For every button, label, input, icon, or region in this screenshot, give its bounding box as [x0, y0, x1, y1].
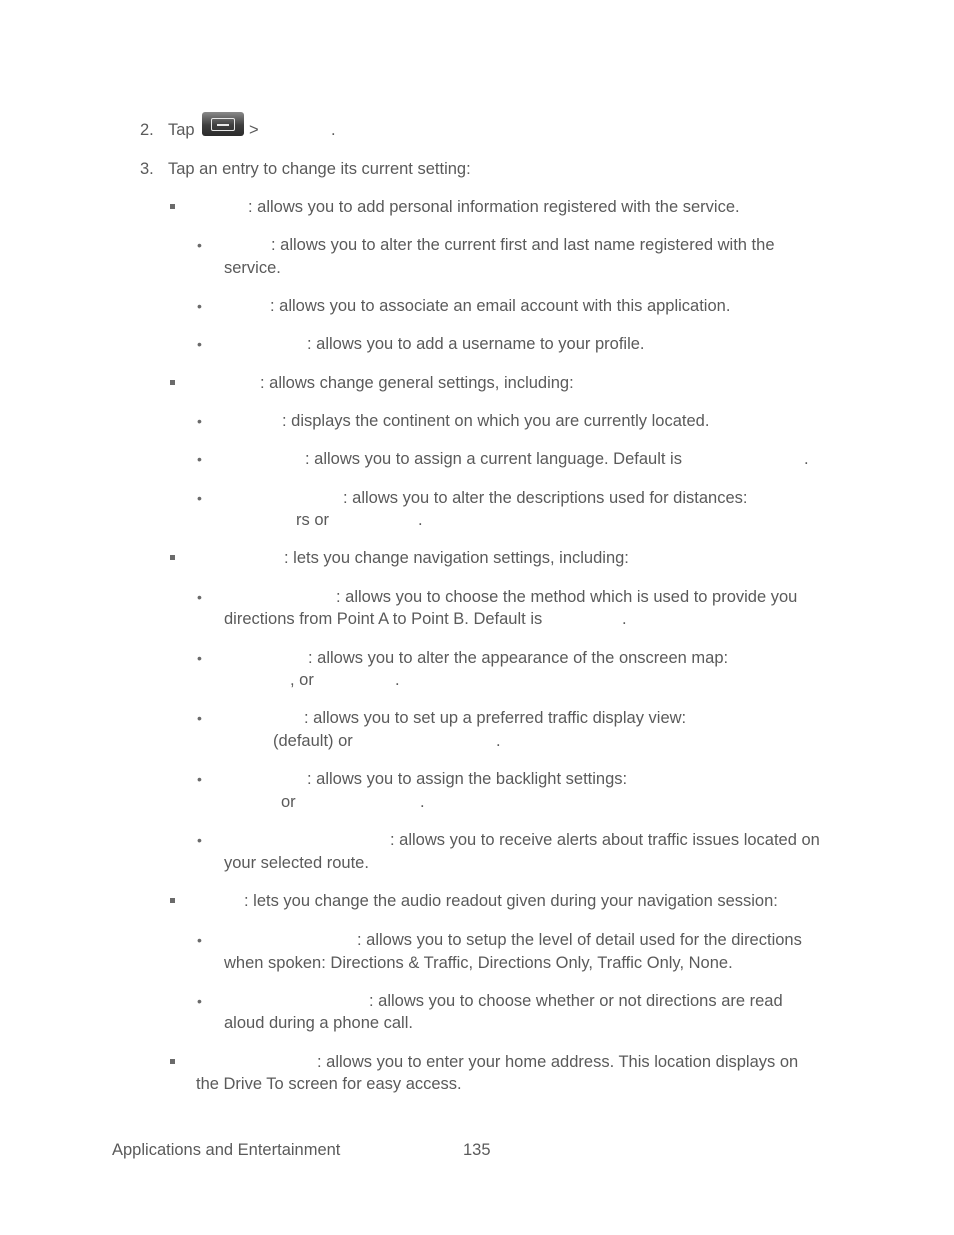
list-item-text: : allows you to alter the appearance of the onscreen map: — [308, 649, 729, 667]
list-item-text: : lets you change navigation settings, including: — [284, 549, 629, 567]
square-bullet — [170, 380, 175, 385]
list-item-text: rs or — [296, 511, 329, 529]
round-bullet: • — [197, 710, 202, 726]
list-item-text: (default) or — [273, 732, 353, 750]
list-item-text: : allows you to choose whether or not directions are read — [369, 992, 783, 1010]
list-item-text: : allows you to enter your home address. This location displays on — [317, 1053, 799, 1071]
round-bullet: • — [197, 771, 202, 787]
list-item-text: : allows you to setup the level of detail used for the directions — [357, 931, 802, 949]
square-bullet — [170, 204, 175, 209]
round-bullet: • — [197, 490, 202, 506]
step-number: 2. — [140, 121, 154, 139]
step-number: 3. — [140, 160, 154, 178]
list-item-text: : allows you to alter the descriptions used for distances: — [343, 489, 748, 507]
list-item-text: : allows you to add personal information registered with the service. — [248, 198, 740, 216]
round-bullet: • — [197, 336, 202, 352]
step-text: > — [249, 121, 259, 139]
footer-section-title: Applications and Entertainment — [112, 1141, 341, 1159]
list-item-text: . — [622, 610, 627, 628]
list-item-text: . — [418, 511, 423, 529]
round-bullet: • — [197, 298, 202, 314]
list-item-text: : allows you to receive alerts about traffic issues located on — [390, 831, 820, 849]
list-item-text: your selected route. — [224, 854, 369, 872]
step-text: Tap an entry to change its current setting: — [168, 160, 471, 178]
step-text: . — [331, 121, 336, 139]
list-item-text: . — [496, 732, 501, 750]
list-item-text: : lets you change the audio readout given during your navigation session: — [244, 892, 778, 910]
round-bullet: • — [197, 237, 202, 253]
square-bullet — [170, 555, 175, 560]
list-item-text: , or — [290, 671, 314, 689]
list-item-text: service. — [224, 259, 281, 277]
list-item-text: : displays the continent on which you are currently located. — [282, 412, 710, 430]
menu-key-icon — [202, 112, 244, 136]
list-item-text: . — [395, 671, 400, 689]
round-bullet: • — [197, 932, 202, 948]
round-bullet: • — [197, 413, 202, 429]
round-bullet: • — [197, 832, 202, 848]
list-item-text: : allows you to assign the backlight settings: — [307, 770, 628, 788]
page-number: 135 — [463, 1141, 491, 1159]
round-bullet: • — [197, 589, 202, 605]
list-item-text: : allows you to add a username to your profile. — [307, 335, 645, 353]
round-bullet: • — [197, 451, 202, 467]
round-bullet: • — [197, 993, 202, 1009]
list-item-text: aloud during a phone call. — [224, 1014, 413, 1032]
square-bullet — [170, 1059, 175, 1064]
list-item-text: directions from Point A to Point B. Default is — [224, 610, 543, 628]
square-bullet — [170, 898, 175, 903]
list-item-text: . — [420, 793, 425, 811]
list-item-text: : allows change general settings, including: — [260, 374, 574, 392]
list-item-text: : allows you to associate an email account with this application. — [270, 297, 731, 315]
list-item-text: the Drive To screen for easy access. — [196, 1075, 462, 1093]
list-item-text: : allows you to choose the method which is used to provide you — [336, 588, 798, 606]
list-item-text: or — [281, 793, 296, 811]
list-item-text: . — [804, 450, 809, 468]
round-bullet: • — [197, 650, 202, 666]
list-item-text: : allows you to alter the current first and last name registered with the — [271, 236, 775, 254]
list-item-text: when spoken: Directions & Traffic, Directions Only, Traffic Only, None. — [224, 954, 733, 972]
list-item-text: : allows you to assign a current language. Default is — [305, 450, 682, 468]
list-item-text: : allows you to set up a preferred traffic display view: — [304, 709, 687, 727]
step-text: Tap — [168, 121, 195, 139]
